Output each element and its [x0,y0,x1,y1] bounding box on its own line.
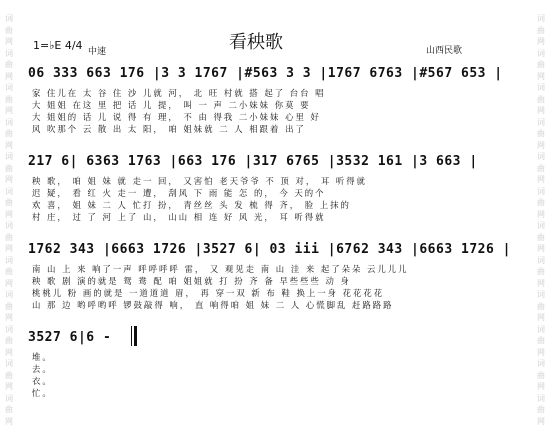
watermark-glyph: 网 [5,416,13,426]
watermark-glyph: 曲 [5,198,13,207]
watermark-glyph: 网 [537,244,545,253]
watermark-glyph: 曲 [5,94,13,104]
watermark-glyph: 网 [537,382,545,391]
song-source: 山西民歌 [426,46,463,56]
watermark-glyph: 词 [537,290,545,299]
watermark-glyph: 词 [537,83,545,92]
watermark-glyph: 曲 [5,301,13,311]
watermark-glyph: 曲 [537,198,545,207]
lyric-line-4-verse-4: 忙。 [32,388,53,398]
watermark-glyph: 词 [5,324,13,334]
watermark-glyph: 曲 [537,301,545,311]
watermark-glyph: 词 [537,359,545,368]
notation-line-2: 217 6| 6363 1763 |663 176 |317 6765 |3532 161 |3 663 | [28,154,478,169]
watermark-glyph: 曲 [537,129,545,138]
watermark-glyph: 网 [537,37,545,46]
watermark-glyph: 曲 [537,60,545,69]
watermark-glyph: 词 [5,359,13,368]
lyric-line-4-verse-1: 堆。 [32,352,53,362]
watermark-glyph: 网 [5,209,13,219]
watermark-glyph: 曲 [537,267,545,276]
final-barline-thick [134,326,137,346]
lyric-line-4-verse-2: 去。 [32,364,53,374]
watermark-glyph: 网 [5,37,13,46]
watermark-glyph: 网 [537,278,545,288]
notation-line-1: 06 333 663 176 |3 3 1767 |#563 3 3 |1767 6763 |#567 653 | [28,66,503,81]
watermark-glyph: 网 [5,347,13,357]
watermark-glyph: 网 [5,278,13,288]
score-line-3 [0,242,550,332]
lyric-line-2-verse-1: 秧 歌， 咱 姐 妹 就 走一 回， 又害怕 老天爷爷 不 顶 对， 耳 听得就 [32,176,368,186]
final-barline-thin [131,326,132,346]
tempo-marking: 中速 [88,47,107,57]
watermark-glyph: 曲 [5,336,13,345]
lyric-line-3-verse-1: 南 山 上 来 响了一声 呼呼呼呼 雷， 又 观见走 南 山 洼 来 起了朵朵 云儿儿儿 [32,264,409,274]
watermark-glyph: 词 [537,117,545,127]
watermark-glyph: 词 [5,48,13,58]
watermark-glyph: 网 [537,175,545,184]
watermark-glyph: 曲 [537,25,545,35]
lyric-line-3-verse-3: 桃桃儿 粉 画的就是 一道道道 眉， 再 穿一双 新 布 鞋 换上一身 花花花花 [32,288,385,298]
watermark-glyph: 网 [5,106,13,115]
watermark-glyph: 词 [5,221,13,230]
watermark-glyph: 词 [537,48,545,58]
score-line-1 [0,66,550,156]
watermark-glyph: 曲 [537,94,545,104]
key-signature: 1=♭E 4/4 [33,39,83,52]
watermark-glyph: 词 [537,324,545,334]
score-line-2 [0,154,550,244]
watermark-glyph: 网 [5,71,13,81]
watermark-glyph: 曲 [5,405,13,414]
watermark-glyph: 网 [5,244,13,253]
watermark-glyph: 曲 [5,267,13,276]
watermark-glyph: 曲 [5,163,13,173]
watermark-glyph: 网 [5,382,13,391]
watermark-glyph: 词 [537,255,545,265]
watermark-glyph: 词 [5,152,13,161]
lyric-line-1-verse-1: 家 住儿在 太 谷 住 沙 儿就 河， 北 旺 村就 搭 起了 台台 唱 [32,88,326,98]
watermark-glyph: 网 [537,106,545,115]
lyric-line-2-verse-4: 村 庄， 过 了 河 上了 山， 山山 相 连 好 风 光， 耳 听得就 [32,212,326,222]
watermark-glyph: 网 [5,175,13,184]
watermark-glyph: 词 [537,186,545,196]
watermark-glyph: 词 [5,186,13,196]
notation-line-4: 3527 6|6 - [28,330,112,345]
watermark-glyph: 曲 [5,60,13,69]
lyric-line-3-verse-4: 山 那 边 哟呼哟呼 锣鼓敲得 响， 直 响得咱 姐 妹 二 人 心慌脚乱 赶路路路 [32,300,394,310]
watermark-glyph: 词 [537,393,545,403]
lyric-line-1-verse-3: 大 姐姐的 话 儿 说 得 有 理， 不 由 得我 二小妹妹 心里 好 [32,112,321,122]
watermark-glyph: 词 [537,221,545,230]
watermark-glyph: 曲 [5,232,13,242]
watermark-glyph: 曲 [5,25,13,35]
watermark-glyph: 曲 [5,370,13,380]
watermark-glyph: 曲 [537,163,545,173]
watermark-glyph: 曲 [5,129,13,138]
watermark-glyph: 曲 [537,232,545,242]
watermark-glyph: 词 [5,14,13,23]
watermark-glyph: 网 [537,140,545,150]
watermark-glyph: 词 [5,117,13,127]
watermark-glyph: 词 [5,255,13,265]
watermark-glyph: 词 [5,393,13,403]
score-line-4 [0,330,550,420]
lyric-line-3-verse-2: 秧 歌 剧 演的就是 鸳 鸯 配 咱 姐姐就 打 扮 齐 备 早些些些 动 身 [32,276,351,286]
watermark-glyph: 网 [537,209,545,219]
watermark-glyph: 词 [5,83,13,92]
watermark-glyph: 网 [537,71,545,81]
watermark-glyph: 网 [5,313,13,322]
lyric-line-4-verse-3: 衣。 [32,376,53,386]
notation-line-3: 1762 343 |6663 1726 |3527 6| 03 iii |6762 343 |6663 1726 | [28,242,511,257]
watermark-glyph: 网 [5,140,13,150]
watermark-glyph: 网 [537,347,545,357]
lyric-line-2-verse-3: 欢 喜， 姐 妹 二 人 忙打 扮， 青丝丝 头 发 梳 得 齐， 脸 上抹的 [32,200,351,210]
song-title: 看秧歌 [229,32,283,53]
lyric-line-2-verse-2: 迟 疑， 看 红 火 走一 遭， 刮风 下 雨 能 怎 的， 今 天的个 [32,188,326,198]
watermark-glyph: 网 [537,416,545,426]
watermark-glyph: 曲 [537,336,545,345]
watermark-glyph: 曲 [537,405,545,414]
watermark-glyph: 词 [5,290,13,299]
lyric-line-1-verse-4: 风 吹那个 云 散 出 太 阳， 咱 姐妹就 二 人 相跟着 出了 [32,124,306,134]
watermark-glyph: 曲 [537,370,545,380]
watermark-glyph: 词 [537,152,545,161]
watermark-glyph: 网 [537,313,545,322]
lyric-line-1-verse-2: 大 姐姐 在这 里 把 话 儿 提， 叫 一 声 二小妹妹 你莫 要 [32,100,311,110]
watermark-glyph: 词 [537,14,545,23]
